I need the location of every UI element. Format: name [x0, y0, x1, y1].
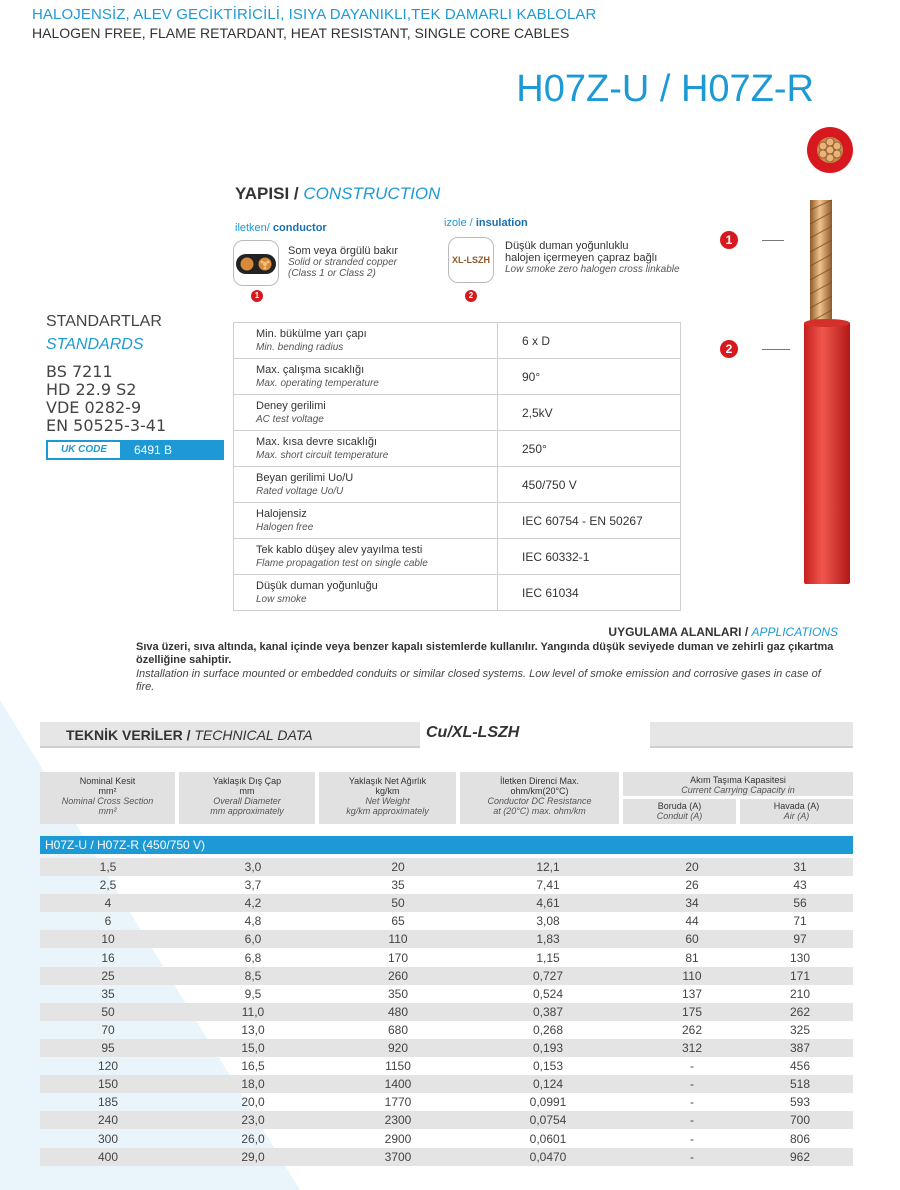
- property-label-tr: Düşük duman yoğunluğu: [256, 580, 378, 592]
- conductor-label-en: conductor: [272, 222, 327, 234]
- table-cell: 300: [97, 1131, 119, 1146]
- properties-table: [233, 322, 681, 611]
- table-cell: 26: [685, 878, 699, 893]
- property-value: 90°: [498, 359, 681, 395]
- table-cell: 16: [101, 950, 115, 965]
- table-cell: 137: [681, 986, 703, 1001]
- column-header-air: [740, 799, 853, 824]
- table-cell: 12,1: [536, 860, 560, 874]
- table-cell: 20,0: [241, 1095, 265, 1110]
- table-cell: 480: [387, 1004, 409, 1019]
- table-cell: 3,7: [244, 878, 262, 893]
- table-row: [40, 876, 853, 894]
- construction-title-en: CONSTRUCTION: [303, 184, 441, 203]
- table-row: [40, 1021, 853, 1039]
- table-cell: 0,524: [532, 986, 564, 1001]
- property-label-en: AC test voltage: [256, 414, 324, 425]
- col3-header-en-unit: kg/km approximately: [346, 806, 429, 816]
- conductor-icon: [234, 241, 280, 287]
- conductor-number-badge: 1: [251, 290, 263, 302]
- table-cell: 120: [97, 1059, 119, 1074]
- table-cell: 13,0: [241, 1022, 265, 1037]
- table-row: [40, 1148, 853, 1166]
- standard-item: BS 7211: [46, 362, 113, 381]
- property-label-en: Low smoke: [256, 594, 307, 605]
- property-value: 6 x D: [498, 323, 681, 359]
- col2-header-tr: Yaklaşık Dış Çap: [212, 776, 282, 786]
- col4-header-en-unit: at (20°C) max. ohm/km: [493, 806, 586, 816]
- table-cell: 4: [104, 896, 112, 911]
- uk-code-label: UK CODE: [48, 442, 120, 458]
- table-cell: 312: [681, 1041, 703, 1055]
- col2-header-unit: mm: [239, 786, 255, 796]
- table-row: [40, 1130, 853, 1148]
- col4-header-unit: ohm/km(20°C): [510, 786, 569, 796]
- table-cell: 1,15: [536, 950, 560, 965]
- table-cell: 350: [387, 986, 409, 1001]
- applications-text-tr: Sıva üzeri, sıva altında, kanal içinde veya benzer kapalı sistemlerde kullanılır. Yangında düşük seviyede duman ve zehirli gaz çıkartma özelliğine sahiptir.: [136, 641, 834, 666]
- product-code-title: H07Z-U / H07Z-R: [516, 68, 814, 110]
- col5a-header-en: Conduit (A): [656, 811, 703, 821]
- col1-header-tr: Nominal Kesit: [79, 776, 136, 786]
- insulation-label: [444, 217, 528, 229]
- property-row: [234, 395, 681, 431]
- property-value: 250°: [498, 431, 681, 467]
- standards-subtitle: STANDARDS: [46, 336, 144, 353]
- table-row: [40, 985, 853, 1003]
- table-cell: 0,0754: [529, 1113, 567, 1128]
- callout-2-line: [762, 349, 790, 350]
- column-header-weight: [319, 772, 456, 824]
- table-cell: 0,0470: [529, 1149, 567, 1164]
- property-value: 2,5kV: [498, 395, 681, 431]
- table-cell: 34: [685, 896, 699, 911]
- property-label-tr: Beyan gerilimi Uo/U: [256, 472, 354, 484]
- conductor-desc-tr: Som veya örgülü bakır: [288, 245, 399, 257]
- col4-header-en: Conductor DC Resistance: [487, 796, 592, 806]
- table-cell: 4,2: [244, 896, 262, 911]
- table-cell: 31: [793, 860, 807, 874]
- col2-header-en-unit: mm approximately: [210, 806, 284, 816]
- table-cell: 240: [97, 1113, 119, 1128]
- table-cell: 0,124: [532, 1077, 564, 1092]
- table-cell: 2300: [384, 1113, 412, 1128]
- table-cell: 518: [789, 1077, 811, 1092]
- col5-header-en: Current Carrying Capacity in: [681, 785, 795, 795]
- table-cell: 7,41: [536, 878, 560, 893]
- table-cell: 6,8: [244, 950, 262, 965]
- table-cell: 81: [685, 950, 699, 965]
- table-cell: 262: [681, 1022, 703, 1037]
- col5b-header-tr: Havada (A): [773, 801, 820, 811]
- construction-title-tr: YAPISI /: [235, 184, 299, 203]
- table-cell: 262: [789, 1004, 811, 1019]
- uk-code-value: 6491 B: [134, 443, 173, 457]
- property-row: [234, 539, 681, 575]
- callout-1-badge: 1: [720, 231, 738, 249]
- property-row: [234, 359, 681, 395]
- table-cell: 185: [97, 1095, 119, 1110]
- table-cell: 18,0: [241, 1077, 265, 1092]
- col3-header-en: Net Weight: [365, 796, 410, 806]
- table-cell: 1770: [384, 1095, 412, 1110]
- table-cell: 9,5: [244, 986, 262, 1001]
- table-cell: -: [690, 1095, 694, 1110]
- table-cell: 3,0: [244, 860, 262, 874]
- property-label-en: Rated voltage Uo/U: [256, 486, 344, 497]
- table-cell: 60: [685, 932, 699, 947]
- column-header-cross-section: [40, 772, 175, 824]
- table-cell: 593: [789, 1095, 811, 1110]
- conductor-label-tr: iletken/: [235, 222, 270, 234]
- construction-title: [235, 184, 440, 204]
- col5-header-tr: Akım Taşıma Kapasitesi: [690, 775, 786, 785]
- table-row: [40, 858, 853, 876]
- table-cell: 71: [793, 914, 807, 929]
- column-header-conduit: [623, 799, 736, 824]
- table-row: [40, 894, 853, 912]
- table-cell: 10: [101, 932, 115, 947]
- applications-text-en: Installation in surface mounted or embedded conduits or similar closed systems. Low level of smoke emission and corrosive gases in case of fire.: [136, 668, 821, 693]
- col1-header-en: Nominal Cross Section: [61, 796, 154, 806]
- table-row: [40, 949, 853, 967]
- callout-2-badge: 2: [720, 340, 738, 358]
- table-cell: 170: [387, 950, 409, 965]
- column-header-diameter: [179, 772, 315, 824]
- property-label-en: Max. short circuit temperature: [256, 450, 389, 461]
- table-cell: 0,0991: [529, 1095, 567, 1110]
- property-row: [234, 575, 681, 611]
- material-label: Cu/XL-LSZH: [420, 722, 650, 750]
- table-cell: 175: [681, 1004, 703, 1019]
- table-row: [40, 1093, 853, 1111]
- table-cell: 29,0: [241, 1149, 265, 1164]
- property-label-tr: Deney gerilimi: [256, 400, 326, 412]
- column-header-capacity: [623, 772, 853, 796]
- table-cell: 387: [789, 1041, 811, 1055]
- table-cell: -: [690, 1113, 694, 1128]
- table-cell: 56: [793, 896, 807, 911]
- conductor-desc-en1: Solid or stranded copper: [288, 257, 397, 268]
- table-cell: 3,08: [536, 914, 560, 929]
- table-cell: 4,8: [244, 914, 262, 929]
- header-title-en: HALOGEN FREE, FLAME RETARDANT, HEAT RESISTANT, SINGLE CORE CABLES: [32, 25, 570, 41]
- table-row: [40, 1003, 853, 1021]
- table-cell: 35: [101, 986, 115, 1001]
- column-header-resistance: [460, 772, 619, 824]
- applications-title-tr: UYGULAMA ALANLARI /: [608, 625, 749, 639]
- table-cell: 130: [789, 950, 811, 965]
- cable-illustration: [760, 196, 860, 588]
- technical-data-bar: [40, 722, 853, 748]
- table-cell: -: [690, 1059, 694, 1074]
- applications-title: [608, 625, 838, 639]
- table-cell: 50: [101, 1004, 115, 1019]
- technical-title-tr: TEKNİK VERİLER /: [66, 727, 191, 743]
- table-cell: 2,5: [99, 878, 117, 893]
- col1-header-unit: mm²: [98, 786, 117, 796]
- insulation-desc-en: Low smoke zero halogen cross linkable: [505, 264, 680, 275]
- table-cell: 0,387: [532, 1004, 564, 1019]
- table-row: [40, 912, 853, 930]
- table-row: [40, 930, 853, 948]
- insulation-label-en: insulation: [475, 217, 528, 229]
- property-value: IEC 60332-1: [498, 539, 681, 575]
- property-value: IEC 60754 - EN 50267: [498, 503, 681, 539]
- table-cell: 0,0601: [529, 1131, 567, 1146]
- table-cell: 4,61: [536, 896, 560, 911]
- table-cell: 110: [388, 932, 408, 947]
- table-cell: 680: [387, 1022, 409, 1037]
- table-cell: 0,727: [532, 968, 564, 983]
- table-cell: 3700: [384, 1149, 412, 1164]
- conductor-desc-en2: (Class 1 or Class 2): [288, 268, 376, 279]
- table-cell: 2900: [384, 1131, 412, 1146]
- property-label-en: Halogen free: [256, 522, 314, 533]
- table-cell: 50: [391, 896, 405, 911]
- table-cell: 325: [789, 1022, 811, 1037]
- table-row: [40, 1075, 853, 1093]
- col2-header-en: Overall Diameter: [213, 796, 281, 806]
- conductor-label: [235, 222, 327, 234]
- property-label-tr: Max. çalışma sıcaklığı: [256, 364, 365, 376]
- insulation-desc-tr1: Düşük duman yoğunluklu: [505, 240, 629, 252]
- table-cell: 26,0: [241, 1131, 265, 1146]
- property-row: [234, 503, 681, 539]
- property-row: [234, 467, 681, 503]
- standard-item: VDE 0282-9: [46, 398, 142, 417]
- table-cell: 97: [793, 932, 807, 947]
- table-cell: 962: [789, 1149, 811, 1164]
- cable-cross-section-icon: [806, 126, 854, 174]
- table-cell: 1,83: [536, 932, 560, 947]
- table-row: [40, 1039, 853, 1057]
- property-label-tr: Halojensiz: [256, 508, 307, 520]
- table-cell: 20: [685, 860, 699, 874]
- table-row: [40, 1111, 853, 1129]
- group-header-bar: H07Z-U / H07Z-R (450/750 V): [40, 836, 853, 854]
- conductor-description: [288, 245, 398, 279]
- table-cell: 65: [391, 914, 405, 929]
- table-cell: 456: [789, 1059, 811, 1074]
- table-cell: 1150: [385, 1059, 411, 1074]
- table-cell: 150: [97, 1077, 119, 1092]
- table-cell: 44: [685, 914, 699, 929]
- table-cell: 0,193: [532, 1041, 564, 1055]
- table-cell: 210: [789, 986, 811, 1001]
- table-cell: 0,153: [532, 1059, 564, 1074]
- table-cell: 110: [682, 968, 702, 983]
- table-cell: 8,5: [244, 968, 262, 983]
- table-cell: 6: [104, 914, 112, 929]
- property-label-tr: Min. bükülme yarı çapı: [256, 328, 367, 340]
- table-cell: 260: [387, 968, 409, 983]
- property-row: [234, 323, 681, 359]
- table-cell: 0,268: [532, 1022, 564, 1037]
- table-cell: 23,0: [241, 1113, 265, 1128]
- property-value: 450/750 V: [498, 467, 681, 503]
- callout-1-line: [762, 240, 784, 241]
- property-label-en: Min. bending radius: [256, 342, 344, 353]
- table-row: [40, 967, 853, 985]
- insulation-label-tr: izole /: [444, 217, 473, 229]
- col3-header-unit: kg/km: [375, 786, 400, 796]
- property-label-en: Max. operating temperature: [256, 378, 379, 389]
- header-title-tr: HALOJENSİZ, ALEV GECİKTİRİCİLİ, ISIYA DAYANIKLI,TEK DAMARLI KABLOLAR: [32, 6, 597, 23]
- property-row: [234, 431, 681, 467]
- col1-header-en-unit: mm²: [98, 806, 117, 816]
- standard-item: HD 22.9 S2: [46, 380, 137, 399]
- technical-data-title: [66, 727, 313, 743]
- insulation-number-badge: 2: [465, 290, 477, 302]
- technical-title-en: TECHNICAL DATA: [194, 727, 313, 743]
- col5a-header-tr: Boruda (A): [657, 801, 702, 811]
- table-cell: 400: [97, 1149, 119, 1164]
- table-cell: 95: [101, 1041, 115, 1055]
- property-label-en: Flame propagation test on single cable: [256, 558, 428, 569]
- col4-header-tr: İletken Direnci Max.: [499, 776, 580, 786]
- standards-title: STANDARTLAR: [46, 313, 162, 330]
- table-cell: 1,5: [99, 860, 117, 874]
- table-cell: 806: [789, 1131, 811, 1146]
- table-cell: 20: [391, 860, 405, 874]
- table-cell: 25: [101, 968, 115, 983]
- applications-title-en: APPLICATIONS: [751, 625, 838, 639]
- table-cell: -: [690, 1149, 694, 1164]
- insulation-icon-box: [448, 237, 494, 283]
- table-cell: 15,0: [241, 1041, 265, 1055]
- table-cell: 16,5: [241, 1059, 265, 1074]
- table-cell: 70: [101, 1022, 115, 1037]
- table-cell: 11,0: [241, 1004, 265, 1019]
- insulation-desc-tr2: halojen içermeyen çapraz bağlı: [505, 252, 658, 264]
- property-value: IEC 61034: [498, 575, 681, 611]
- table-cell: -: [690, 1077, 694, 1092]
- table-cell: 700: [789, 1113, 811, 1128]
- standard-item: EN 50525-3-41: [46, 416, 167, 435]
- property-label-tr: Tek kablo düşey alev yayılma testi: [256, 544, 423, 556]
- table-cell: 43: [793, 878, 807, 893]
- col5b-header-en: Air (A): [783, 811, 810, 821]
- table-cell: 35: [391, 878, 405, 893]
- table-cell: -: [690, 1131, 694, 1146]
- xl-lszh-icon: XL-LSZH: [452, 255, 490, 265]
- property-label-tr: Max. kısa devre sıcaklığı: [256, 436, 378, 448]
- table-cell: 1400: [384, 1077, 412, 1092]
- table-cell: 6,0: [244, 932, 262, 947]
- conductor-icon-box: [233, 240, 279, 286]
- col3-header-tr: Yaklaşık Net Ağırlık: [348, 776, 427, 786]
- insulation-description: [505, 240, 680, 275]
- table-cell: 171: [789, 968, 811, 983]
- table-row: [40, 1057, 853, 1075]
- table-cell: 920: [387, 1041, 409, 1055]
- uk-code-badge: [46, 440, 224, 460]
